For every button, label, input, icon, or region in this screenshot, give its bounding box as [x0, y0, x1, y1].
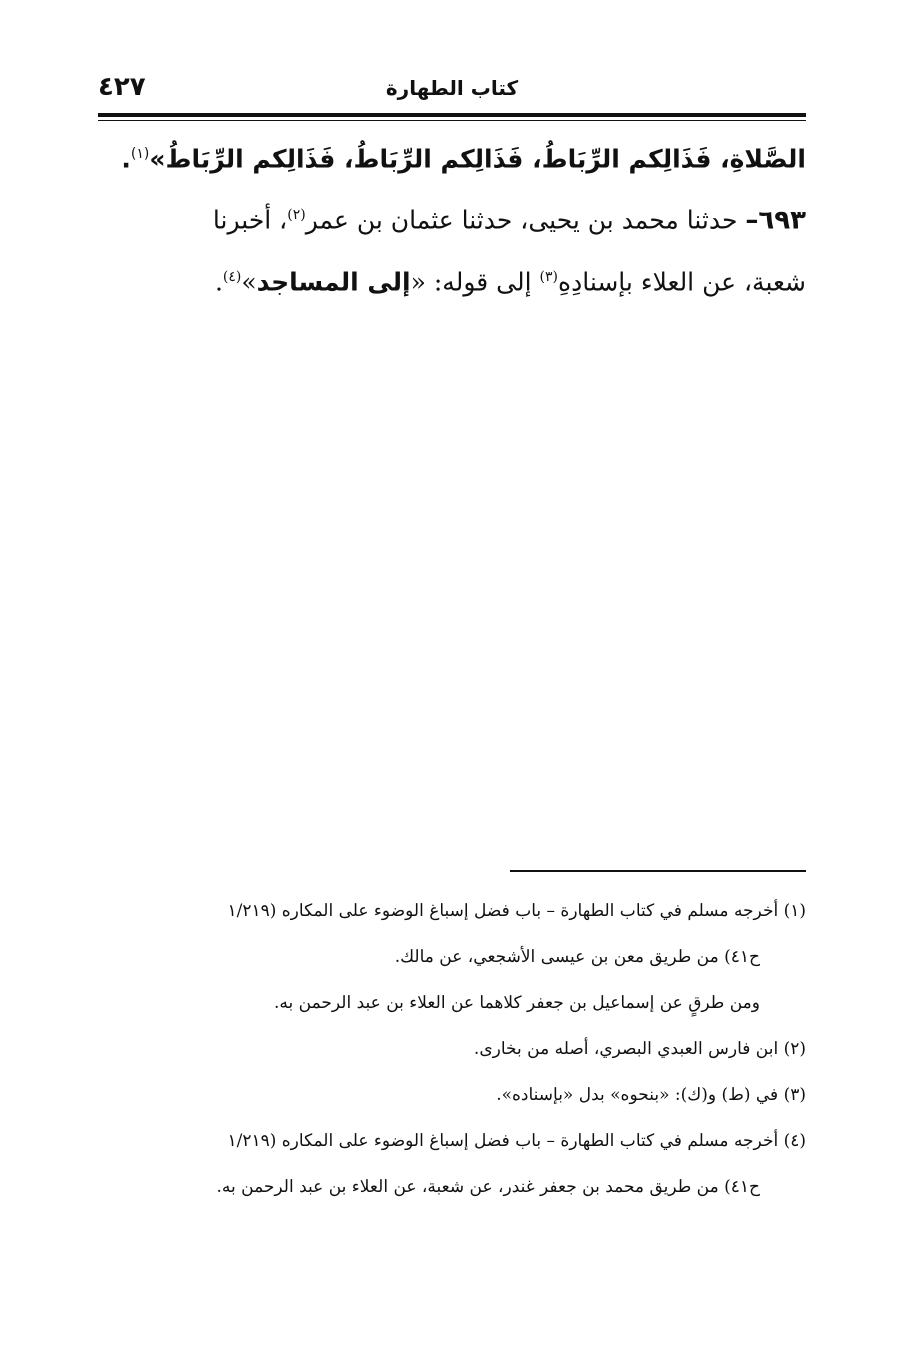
text-line-2 [98, 187, 806, 248]
main-text [98, 126, 806, 310]
footnotes [98, 888, 806, 1210]
footnote-4-line-1: (٤) أخرجه مسلم في كتاب الطهارة – باب فضل إسباغ الوضوء على المكاره (١/٢١٩ [227, 1131, 806, 1151]
text-line-3-a: شعبة، عن العلاء بإسنادِهِ [557, 266, 806, 296]
footnote-1-line-3: ومن طرقٍ عن إسماعيل بن جعفر كلاهما عن العلاء بن عبد الرحمن به. [274, 993, 760, 1013]
running-header [98, 72, 806, 112]
footnote-1-line-1: (١) أخرجه مسلم في كتاب الطهارة – باب فضل إسباغ الوضوء على المكاره (١/٢١٩ [227, 901, 806, 921]
footnote-4-line-2: ح٤١) من طريق محمد بن جعفر غندر، عن شعبة، عن العلاء بن عبد الرحمن به. [216, 1177, 760, 1197]
footnote-1-line-2: ح٤١) من طريق معن بن عيسى الأشجعي، عن مالك. [394, 947, 760, 967]
footnote-3: (٣) في (ط) و(ك): «بنحوه» بدل «بإسناده». [496, 1085, 806, 1105]
text-line-1 [98, 126, 806, 187]
footnote-ref-3[interactable]: (٣) [539, 268, 558, 285]
text-line-2-a: حدثنا محمد بن يحيى، حدثنا عثمان بن عمر [305, 205, 746, 235]
footnote-separator [510, 870, 806, 872]
header-rule-thin [98, 120, 806, 121]
text-line-3-end: . [214, 266, 223, 296]
text-line-2-b: ، أخبرنا [212, 205, 288, 235]
header-rule-thick [98, 113, 806, 117]
footnote-ref-2[interactable]: (٢) [287, 207, 306, 224]
text-line-3-c: » [241, 266, 257, 296]
footnote-ref-4[interactable]: (٤) [222, 268, 242, 285]
text-line-3 [98, 249, 806, 310]
text-line-1-end: . [121, 144, 131, 174]
chapter-title: كتاب الطهارة [385, 76, 519, 100]
text-line-1-content: الصَّلاةِ، فَذَالِكم الرِّبَاطُ، فَذَالِكم الرِّبَاطُ، فَذَالِكم الرِّبَاطُ» [149, 144, 806, 174]
footnote-ref-1[interactable]: (١) [130, 146, 150, 162]
page-number: ٤٢٧ [98, 72, 146, 102]
hadith-number: ٦٩٣– [745, 205, 806, 236]
footnote-2: (٢) ابن فارس العبدي البصري، أصله من بخارى. [473, 1039, 806, 1059]
text-line-3-b: إلى قوله: « [410, 266, 540, 296]
quoted-phrase: إلى المساجد [256, 266, 411, 296]
